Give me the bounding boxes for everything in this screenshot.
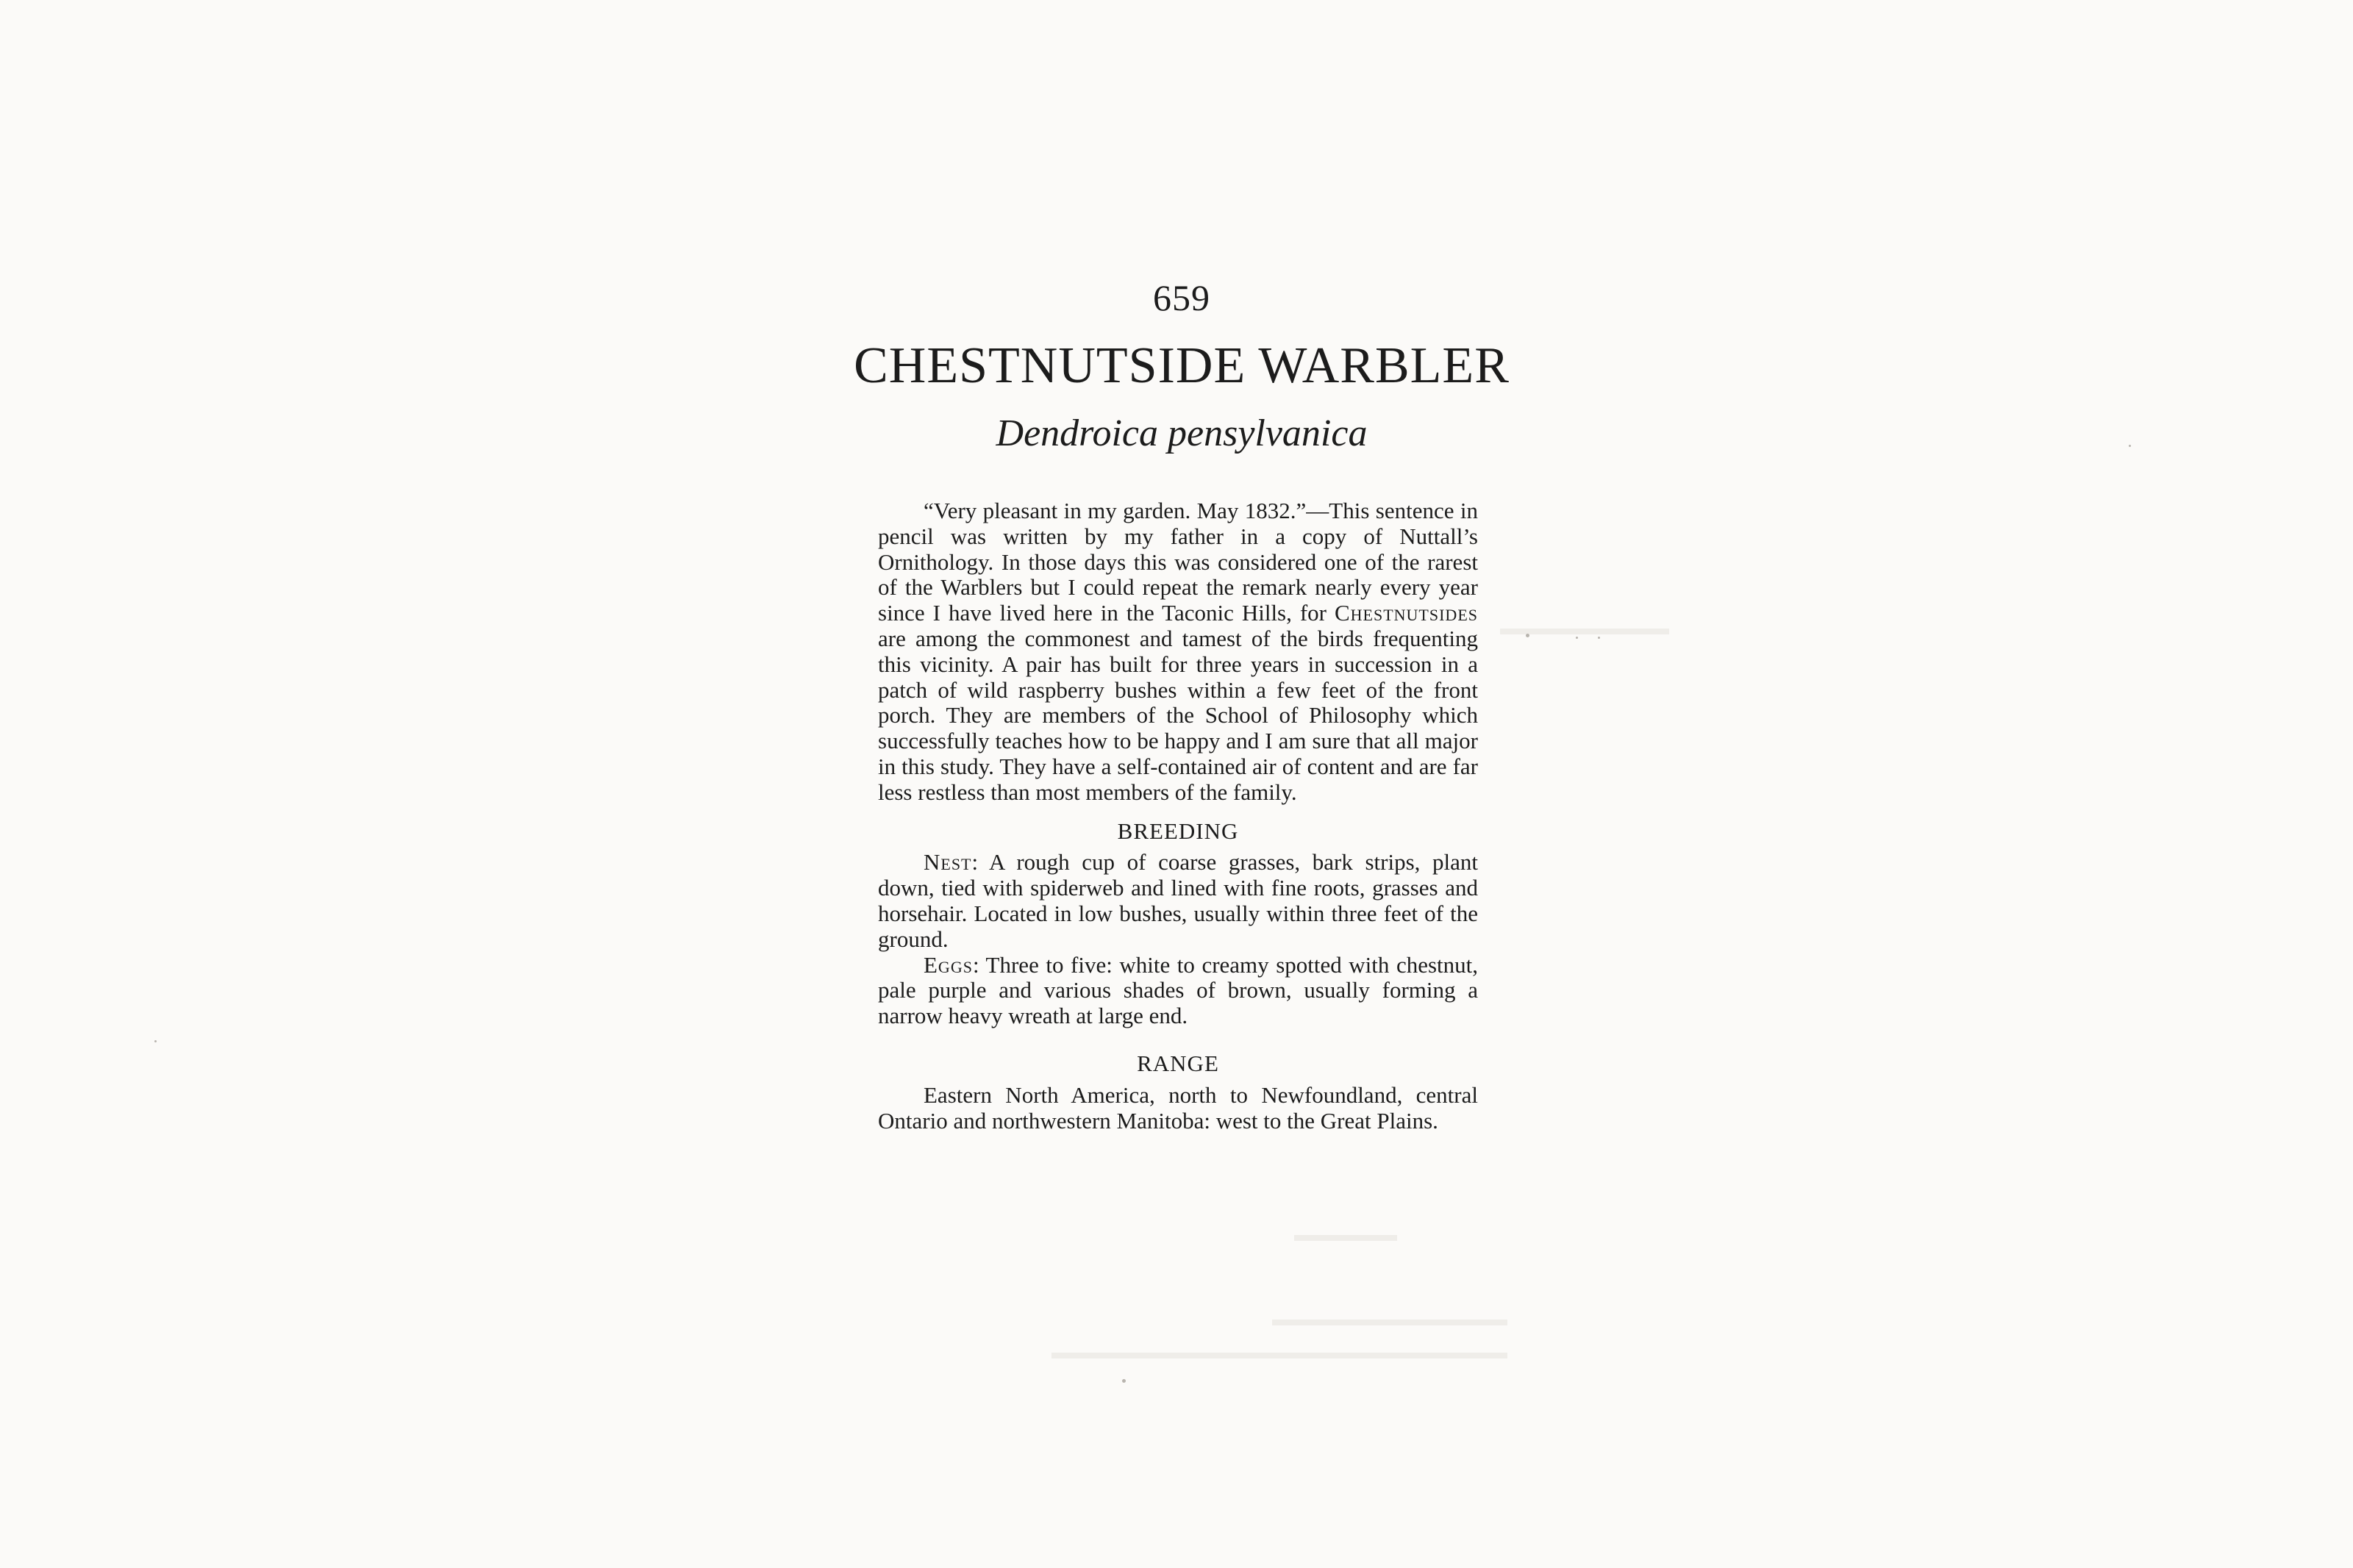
section-heading-range: RANGE <box>1137 1050 1219 1076</box>
intro-text-part1: “Very pleasant in my garden. May 1832.”—This sentence in pencil was written by my father in a copy of Nuttall’s Ornithology. In those days this was considered one of the rarest of the Warblers but I could repeat the remark nearly every year since I have lived here in the Taconic Hills, for <box>878 498 1478 626</box>
paper-speck <box>154 1040 157 1042</box>
article-body <box>878 498 1478 1134</box>
intro-paragraph <box>878 498 1478 806</box>
paper-speck <box>1122 1379 1126 1383</box>
bleed-through-line <box>1272 1320 1507 1325</box>
section-heading-breeding: BREEDING <box>1117 817 1239 844</box>
nest-label: Nest <box>924 849 972 876</box>
paper-speck <box>1576 637 1578 639</box>
paper-speck <box>1526 634 1529 637</box>
nest-description: : A rough cup of coarse grasses, bark strips, plant down, tied with spiderweb and lined with fine roots, grasses and horsehair. Located in low bushes, usually within three feet of the ground. <box>878 849 1478 952</box>
bleed-through-line <box>1294 1235 1397 1241</box>
paper-speck <box>1598 637 1600 639</box>
page-title: CHESTNUTSIDE WARBLER <box>854 337 1510 394</box>
nest-paragraph <box>878 850 1478 952</box>
bleed-through-line <box>1500 629 1669 634</box>
range-paragraph: Eastern North America, north to Newfoundland, central Ontario and northwestern Manitoba: west to the Great Plains. <box>878 1081 1478 1134</box>
eggs-label: Eggs <box>924 951 973 978</box>
species-name-smallcaps: Chestnutsides <box>1334 600 1478 626</box>
bleed-through-line <box>1051 1353 1507 1358</box>
plate-number: 659 <box>1153 277 1210 318</box>
eggs-description: : Three to five: white to creamy spotted with chestnut, pale purple and various shades of brown, usually forming a narrow heavy wreath at large end. <box>878 951 1478 1029</box>
intro-text-part2: are among the commonest and tamest of the birds frequenting this vicinity. A pair has built for three years in succession in a patch of wild raspberry bushes within a few feet of the front porch. They are members of the School of Philosophy which successfully teaches how to be happy and I am sure that all major in this study. They have a self-contained air of content and are far less restless than most members of the family. <box>878 625 1478 805</box>
scientific-name: Dendroica pensylvanica <box>996 412 1368 454</box>
eggs-paragraph <box>878 953 1478 1029</box>
